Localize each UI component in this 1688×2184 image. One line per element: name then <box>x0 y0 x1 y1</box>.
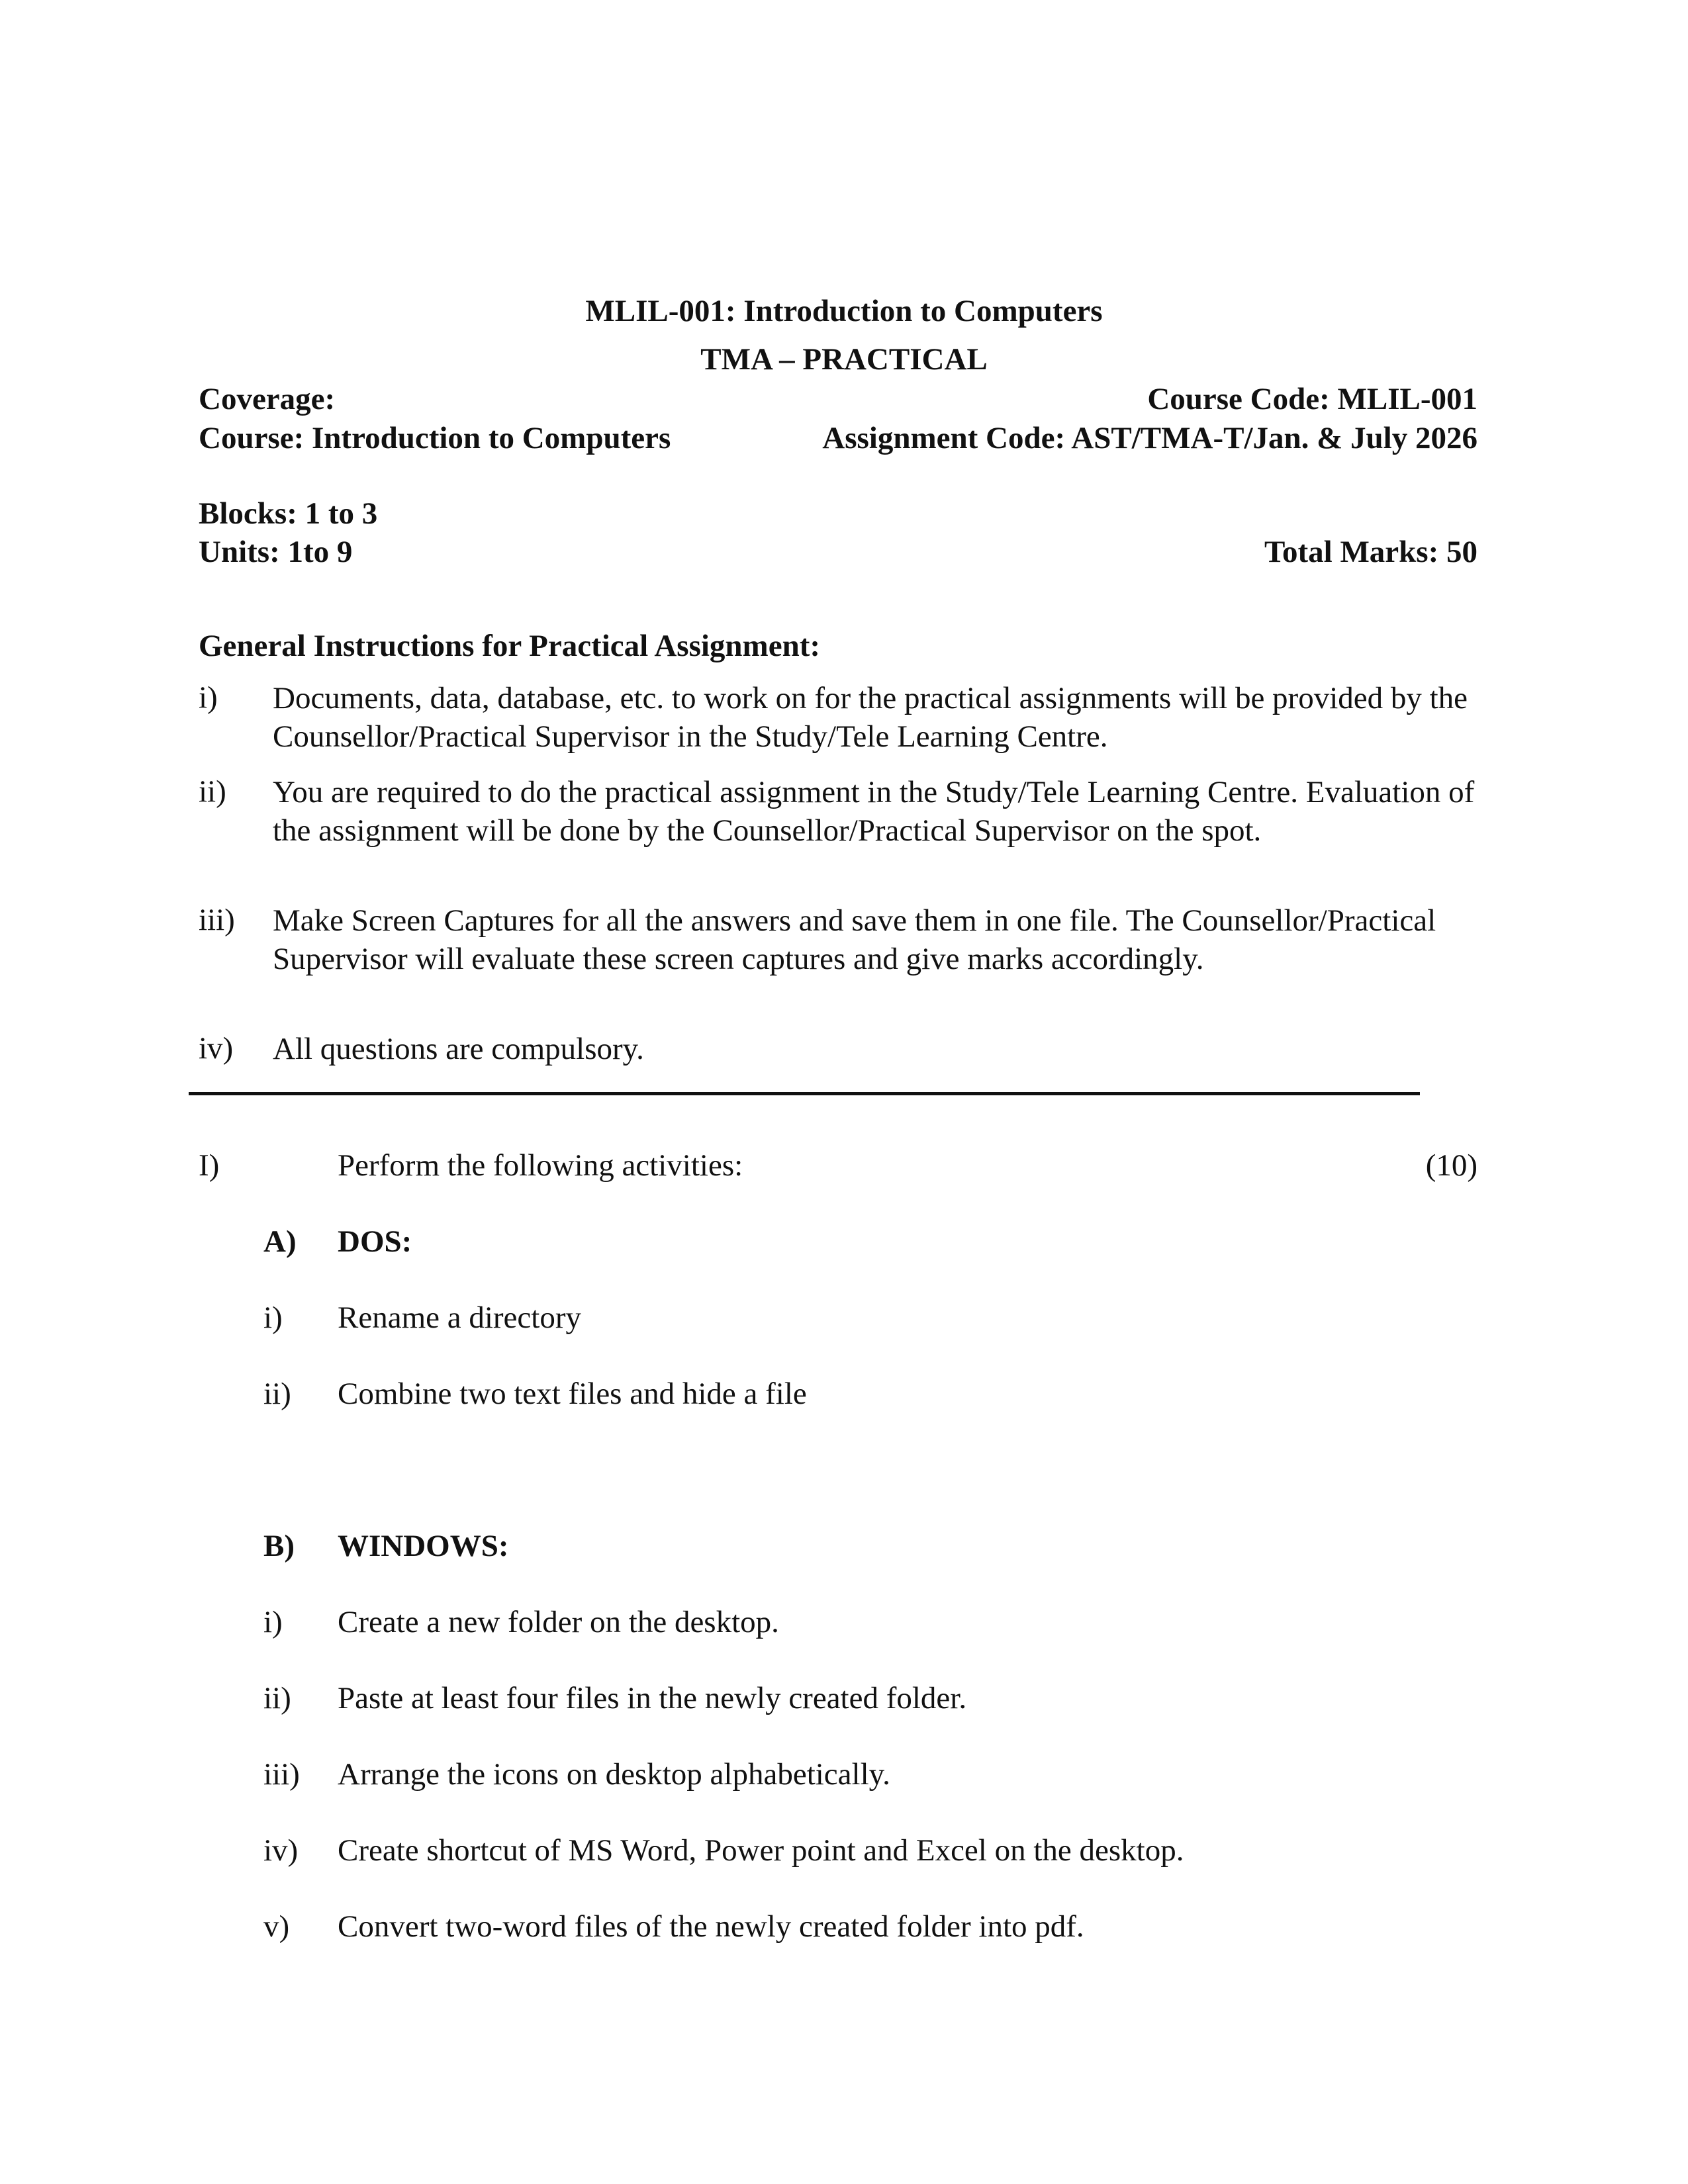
blocks-info: Blocks: 1 to 3 <box>199 496 378 531</box>
list-item-text: Convert two-word files of the newly created folder into pdf. <box>338 1909 1084 1944</box>
list-item-text: Paste at least four files in the newly created folder. <box>338 1681 967 1715</box>
section-b-label: B) <box>263 1529 295 1563</box>
instruction-text: You are required to do the practical assignment in the Study/Tele Learning Centre. Evaluation of the assignment will be done by the Counsellor/Practical Supervisor on the spot. <box>273 775 1475 848</box>
instruction-number: iv) <box>199 1031 234 1066</box>
section-divider <box>189 1092 1420 1095</box>
list-item-number: ii) <box>263 1681 291 1715</box>
list-item-number: iii) <box>263 1757 300 1792</box>
units-info: Units: 1to 9 <box>199 535 353 569</box>
instruction-number: iii) <box>199 903 235 937</box>
list-item-text: Create shortcut of MS Word, Power point and Excel on the desktop. <box>338 1833 1184 1868</box>
course-code: Course Code: MLIL-001 <box>1147 382 1477 416</box>
list-item-text: Create a new folder on the desktop. <box>338 1605 779 1639</box>
instruction-text: Make Screen Captures for all the answers and save them in one file. The Counsellor/Practical Supervisor will evaluate these screen captures and give marks accordingly. <box>273 903 1436 976</box>
list-item-text: Arrange the icons on desktop alphabetically. <box>338 1757 890 1792</box>
document-title: MLIL-001: Introduction to Computers <box>585 294 1103 328</box>
course-name: Course: Introduction to Computers <box>199 421 671 455</box>
assignment-code: Assignment Code: AST/TMA-T/Jan. & July 2026 <box>822 421 1477 455</box>
document-subtitle: TMA – PRACTICAL <box>700 342 988 377</box>
list-item-number: i) <box>263 1605 283 1639</box>
list-item-number: ii) <box>263 1377 291 1411</box>
instruction-text: All questions are compulsory. <box>273 1032 644 1066</box>
section-a-title: DOS: <box>338 1224 412 1259</box>
coverage-label: Coverage: <box>199 382 336 416</box>
instruction-number: ii) <box>199 774 226 809</box>
list-item-text: Rename a directory <box>338 1300 581 1335</box>
section-a-label: A) <box>263 1224 297 1259</box>
list-item-text: Combine two text files and hide a file <box>338 1377 807 1411</box>
question-marks: (10) <box>1425 1148 1477 1183</box>
question-number: I) <box>199 1148 220 1183</box>
instruction-number: i) <box>199 680 218 715</box>
list-item-number: v) <box>263 1909 290 1944</box>
instruction-text: Documents, data, database, etc. to work on for the practical assignments will be provided by the Counsellor/Practical Supervisor in the Study/Tele Learning Centre. <box>273 681 1468 754</box>
question-text: Perform the following activities: <box>338 1148 743 1183</box>
section-b-title: WINDOWS: <box>338 1529 509 1563</box>
instructions-heading: General Instructions for Practical Assignment: <box>199 629 821 663</box>
total-marks: Total Marks: 50 <box>1264 535 1477 569</box>
list-item-number: i) <box>263 1300 283 1335</box>
list-item-number: iv) <box>263 1833 299 1868</box>
